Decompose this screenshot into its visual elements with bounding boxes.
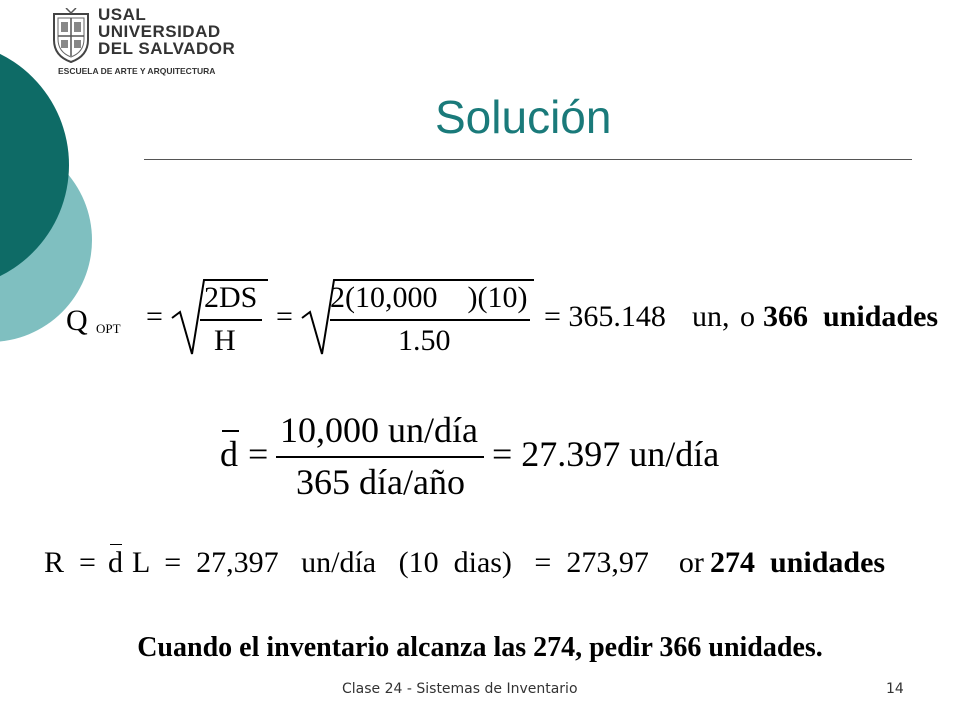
- q-subscript: OPT: [96, 321, 121, 336]
- slide-title: Solución: [435, 91, 612, 143]
- r-final: 274 unidades: [710, 546, 886, 579]
- equals-1: =: [146, 300, 163, 333]
- conclusion-text: Cuando el inventario alcanza las 274, pedir 366 unidades.: [137, 632, 823, 663]
- q-unit: un,: [692, 300, 730, 333]
- d-fraction-bar: [276, 456, 484, 458]
- q-final: 366 unidades: [763, 300, 939, 333]
- fraction2-numerator: 2(10,000 )(10): [330, 281, 528, 314]
- d-denominator: 365 día/año: [296, 462, 465, 502]
- logo-usal: USAL: [98, 5, 147, 24]
- logo-school: ESCUELA DE ARTE Y ARQUITECTURA: [58, 66, 216, 76]
- q-result: = 365.148: [544, 300, 666, 333]
- q-or: o: [740, 300, 755, 333]
- d-overbar: [222, 430, 239, 432]
- d-result: = 27.397 un/día: [492, 434, 720, 474]
- logo-universidad: UNIVERSIDAD: [98, 22, 221, 41]
- logo-del-salvador: DEL SALVADOR: [98, 39, 236, 58]
- d-equals: =: [248, 434, 269, 474]
- r-expression: L = 27,397 un/día (10 dias) = 273,97 or: [132, 546, 704, 579]
- r-symbol: R =: [44, 546, 96, 579]
- r-d-symbol: d: [108, 546, 123, 579]
- crest-icon: [50, 8, 92, 64]
- fraction1-denominator: H: [214, 324, 236, 357]
- title-divider: [144, 159, 912, 160]
- university-logo: [50, 6, 240, 84]
- page-number: 14: [886, 681, 904, 697]
- fraction1-numerator: 2DS: [204, 281, 258, 314]
- fraction1-bar: [200, 319, 262, 321]
- q-symbol: Q: [66, 304, 88, 337]
- d-numerator: 10,000 un/día: [280, 410, 478, 450]
- equals-2: =: [276, 300, 293, 333]
- fraction2-bar: [330, 319, 530, 321]
- fraction2-denominator: 1.50: [398, 324, 451, 357]
- footer-course: Clase 24 - Sistemas de Inventario: [342, 681, 578, 697]
- r-d-overbar: [110, 544, 122, 545]
- d-symbol: d: [220, 434, 238, 474]
